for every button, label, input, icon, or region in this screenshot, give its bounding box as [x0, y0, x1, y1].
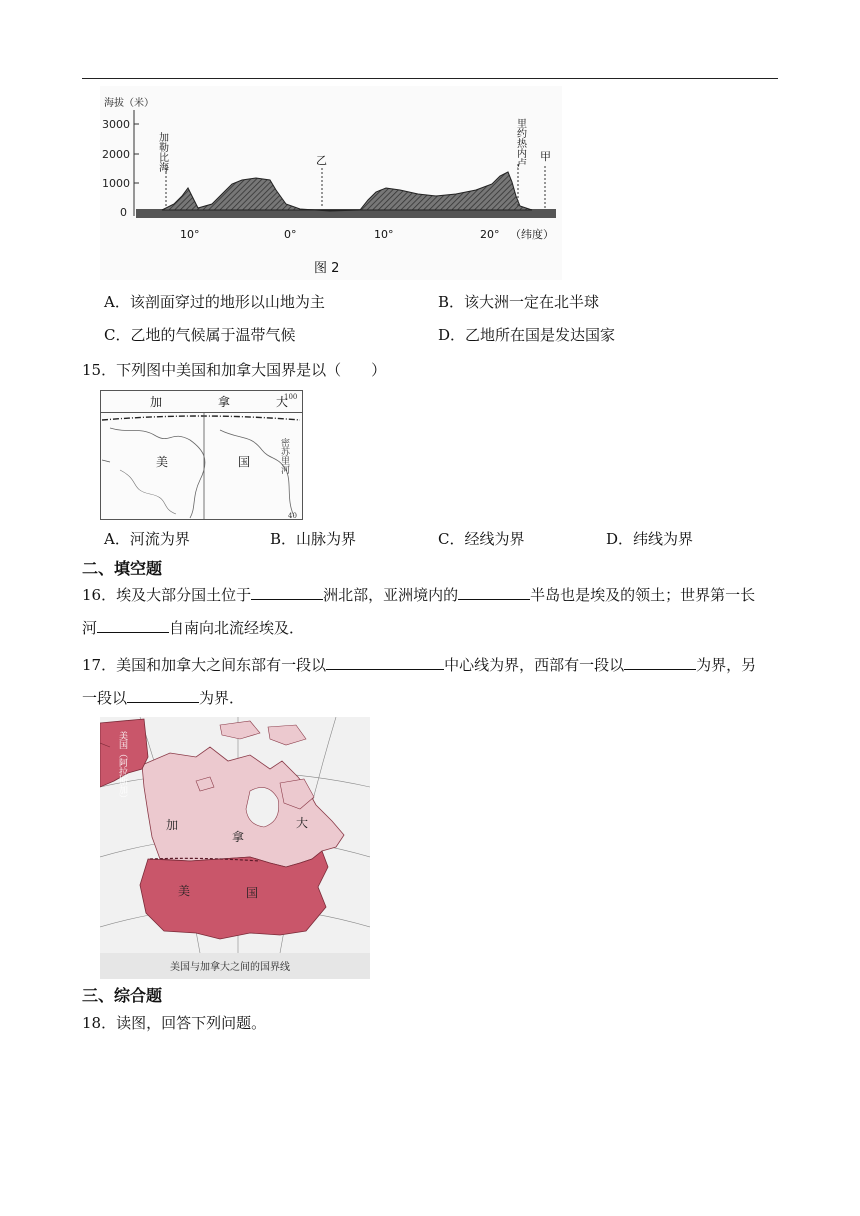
q18-stem: 18．读图，回答下列问题。	[82, 1014, 267, 1032]
elevation-profile-figure	[100, 86, 562, 280]
q17-text-3: 为界，另	[696, 656, 757, 674]
y-tick-1000: 1000	[102, 177, 130, 190]
q14-option-d[interactable]: D．乙地所在国是发达国家	[438, 326, 616, 344]
q15-option-a[interactable]: A．河流为界	[104, 530, 190, 548]
q17-blank-1[interactable]	[326, 655, 444, 670]
section-comprehensive-heading: 三、综合题	[82, 986, 163, 1005]
q16-line2	[82, 618, 304, 638]
q14-option-c[interactable]: C．乙地的气候属于温带气候	[104, 326, 296, 344]
label-rio: 里约热内卢	[514, 118, 526, 168]
map15-river: 密苏里河	[279, 438, 289, 474]
y-axis-title: 海拔（米）	[104, 98, 154, 109]
q15-option-c[interactable]: C．经线为界	[438, 530, 525, 548]
q16-text-3: 半岛也是埃及的领土；世界第一长	[530, 586, 756, 604]
section-fill-in-heading: 二、填空题	[82, 559, 163, 578]
x-tick-10n: 10°	[374, 228, 394, 241]
q17-text-4: 一段以	[82, 689, 128, 707]
label-jia: 甲	[540, 150, 551, 163]
q16-blank-1[interactable]	[251, 585, 323, 600]
y-tick-0: 0	[120, 206, 127, 219]
figure-caption: 图 2	[314, 261, 340, 276]
q17-text-5: 为界．	[199, 689, 245, 707]
label-yi: 乙	[316, 154, 327, 167]
map15-corner-tr: 100	[284, 393, 298, 401]
x-tick-20: 20°	[480, 228, 500, 241]
q15-border-map	[100, 390, 303, 520]
map17-usa-2: 国	[246, 886, 259, 900]
q16-text-4: 河	[82, 619, 98, 637]
q17-text-2: 中心线为界，西部有一段以	[444, 656, 625, 674]
q15-stem: 15．下列图中美国和加拿大国界是以（ ）	[82, 361, 387, 379]
q14-option-a[interactable]: A．该剖面穿过的地形以山地为主	[104, 293, 325, 311]
q17-text-1: 17．美国和加拿大之间东部有一段以	[82, 656, 327, 674]
q15-option-b[interactable]: B．山脉为界	[270, 530, 357, 548]
x-tick-10s: 10°	[180, 228, 200, 241]
q15-option-d[interactable]: D．纬线为界	[606, 530, 694, 548]
q17-north-america-map	[100, 717, 370, 979]
map15-corner-br: 40	[288, 512, 297, 520]
x-axis-unit: （纬度）	[510, 228, 554, 241]
usa-region	[140, 851, 328, 939]
y-tick-2000: 2000	[102, 148, 130, 161]
q17-blank-3[interactable]	[127, 688, 199, 703]
map15-canada-3: 大	[276, 395, 289, 409]
q14-option-b[interactable]: B．该大洲一定在北半球	[438, 293, 600, 311]
map17-canada-3: 大	[296, 816, 309, 830]
q16-text-5: 自南向北流经埃及．	[169, 619, 305, 637]
q17-line1	[82, 655, 756, 675]
x-tick-0: 0°	[284, 228, 297, 241]
map15-usa-1: 美	[156, 455, 169, 469]
q16-text-1: 16．埃及大部分国土位于	[82, 586, 252, 604]
map15-canada-2: 拿	[218, 395, 231, 409]
q16-blank-3[interactable]	[97, 618, 169, 633]
map15-canada-1: 加	[150, 395, 163, 409]
y-tick-3000: 3000	[102, 118, 130, 131]
q16-blank-2[interactable]	[458, 585, 530, 600]
label-caribbean: 加勒比海	[156, 132, 168, 172]
q16-line1	[82, 585, 755, 605]
map17-alaska-label: 美国（阿拉斯加）	[117, 731, 127, 803]
q16-text-2: 洲北部，亚洲境内的	[323, 586, 459, 604]
map15-usa-2: 国	[238, 455, 251, 469]
q17-line2	[82, 688, 244, 708]
map17-canada-2: 拿	[232, 830, 245, 844]
map17-caption: 美国与加拿大之间的国界线	[170, 962, 290, 973]
q17-blank-2[interactable]	[624, 655, 696, 670]
map17-usa-1: 美	[178, 884, 191, 898]
map17-canada-1: 加	[166, 818, 179, 832]
header-rule	[82, 78, 778, 79]
